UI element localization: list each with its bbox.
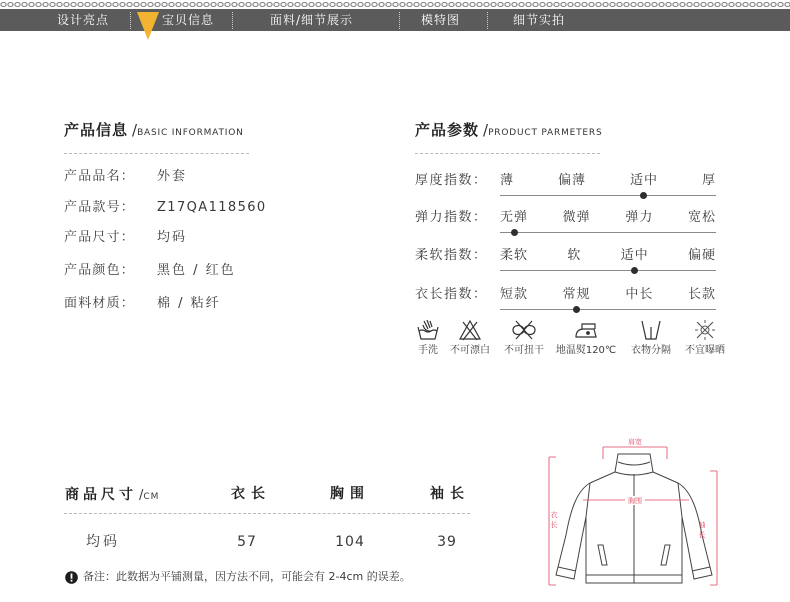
- param-option: 软: [567, 248, 582, 263]
- care-label: 不宜曝晒: [685, 345, 725, 356]
- info-label-style-number: 产品款号：: [64, 200, 136, 215]
- info-label-name: 产品品名：: [64, 169, 136, 184]
- tab-product-info[interactable]: 宝贝信息: [162, 13, 215, 27]
- care-item-no-wring: [494, 318, 554, 357]
- param-option: 微弹: [562, 210, 591, 225]
- no-sun-icon: [693, 318, 717, 342]
- param-options: [500, 173, 716, 189]
- length-cell: 57: [237, 534, 257, 550]
- param-option: 薄: [500, 173, 515, 188]
- tab-separator: [399, 12, 400, 29]
- size-table-heading: [65, 485, 159, 506]
- nav-bar: [0, 9, 790, 31]
- param-scale-line: [500, 309, 716, 310]
- tab-model-photos[interactable]: 模特图: [421, 13, 461, 27]
- heading-separator: /: [483, 121, 489, 139]
- tab-separator: [232, 12, 233, 29]
- warning-icon: [65, 571, 78, 584]
- info-value-style-number: Z17QA118560: [157, 200, 267, 215]
- shoulder-width-label: 肩宽: [628, 438, 642, 446]
- param-option: 短款: [500, 287, 529, 302]
- size-table-unit: CM: [143, 492, 160, 502]
- param-option: 厚: [701, 173, 716, 188]
- length-label: 衣长: [550, 511, 558, 531]
- param-option: 适中: [620, 248, 649, 263]
- care-label: 手洗: [418, 345, 438, 356]
- sleeve-cell: 39: [437, 534, 457, 550]
- care-item-no-bleach: [440, 318, 500, 357]
- param-level-marker: [640, 192, 647, 199]
- sleeve-length-label: 袖长: [698, 521, 706, 541]
- param-scale-line: [500, 195, 716, 196]
- jacket-measurement-diagram: [546, 433, 722, 599]
- basic-info-divider: [64, 153, 249, 154]
- info-label-material: 面料材质：: [64, 296, 136, 311]
- care-label: 不可漂白: [450, 345, 490, 356]
- param-option: 适中: [629, 173, 658, 188]
- size-cell: 均码: [86, 534, 120, 550]
- chest-cell: 104: [335, 534, 365, 550]
- column-header-chest: 胸围: [330, 486, 370, 502]
- param-row-elasticity: [415, 210, 725, 238]
- param-row-softness: [415, 248, 725, 276]
- basic-info-subtitle: BASIC INFORMATION: [137, 128, 244, 138]
- hand-wash-icon: [416, 318, 440, 342]
- tab-detail-shots[interactable]: 细节实拍: [513, 13, 566, 27]
- param-label: 厚度指数：: [415, 173, 488, 188]
- param-options: [500, 287, 716, 303]
- params-subtitle: PRODUCT PARMETERS: [488, 128, 603, 138]
- param-options: [500, 248, 716, 264]
- info-value-size: 均码: [157, 230, 188, 245]
- info-value-material: 棉 / 粘纤: [157, 296, 221, 311]
- care-label: 不可扭干: [504, 345, 544, 356]
- low-iron-icon: [573, 318, 599, 342]
- wash-separately-icon: [639, 318, 663, 342]
- care-label: 衣物分隔: [631, 345, 671, 356]
- care-item-no-sun: [675, 318, 735, 357]
- param-scale-line: [500, 270, 716, 271]
- chest-label: 胸围: [628, 497, 642, 505]
- param-label: 衣长指数：: [415, 287, 488, 302]
- tab-fabric-details[interactable]: 面料/细节展示: [270, 13, 354, 27]
- param-option: 中长: [625, 287, 654, 302]
- basic-info-heading: [64, 121, 244, 142]
- heading-separator: /: [139, 488, 144, 503]
- param-scale-line: [500, 232, 716, 233]
- params-heading: [415, 121, 602, 142]
- param-option: 宽松: [687, 210, 716, 225]
- top-chain-decoration: [0, 0, 790, 9]
- size-table-divider: [64, 513, 470, 514]
- column-header-sleeve: 袖长: [430, 486, 470, 502]
- basic-info-title: 产品信息: [64, 121, 129, 139]
- info-value-color: 黑色 / 红色: [157, 263, 236, 278]
- params-divider: [415, 153, 600, 154]
- size-table-title: 商品尺寸: [65, 487, 137, 503]
- no-bleach-icon: [458, 318, 482, 342]
- jacket-outline: [556, 454, 712, 583]
- param-row-thickness: [415, 173, 725, 201]
- tab-design-highlights[interactable]: 设计亮点: [57, 13, 110, 27]
- params-title: 产品参数: [415, 121, 480, 139]
- param-option: 无弹: [500, 210, 529, 225]
- info-label-size: 产品尺寸：: [64, 230, 136, 245]
- param-row-length: [415, 287, 725, 315]
- param-level-marker: [573, 306, 580, 313]
- param-option: 常规: [562, 287, 591, 302]
- param-option: 弹力: [625, 210, 654, 225]
- param-level-marker: [631, 267, 638, 274]
- care-label: 地温熨120℃: [555, 345, 617, 356]
- column-header-length: 衣长: [231, 486, 271, 502]
- param-option: 柔软: [500, 248, 529, 263]
- no-wring-icon: [511, 318, 537, 342]
- param-level-marker: [511, 229, 518, 236]
- info-value-name: 外套: [157, 169, 188, 184]
- care-item-wash-separately: [621, 318, 681, 357]
- measurement-note: 备注：此数据为平铺测量，因方法不同，可能会有 2-4cm 的误差。: [83, 570, 411, 583]
- info-label-color: 产品颜色：: [64, 263, 136, 278]
- active-tab-indicator: [137, 12, 159, 40]
- param-option: 偏薄: [557, 173, 586, 188]
- param-option: 偏硬: [687, 248, 716, 263]
- care-item-low-iron: [555, 318, 617, 357]
- heading-separator: /: [132, 121, 138, 139]
- param-label: 柔软指数：: [415, 248, 488, 263]
- param-label: 弹力指数：: [415, 210, 488, 225]
- param-option: 长款: [687, 287, 716, 302]
- tab-separator: [130, 12, 131, 29]
- param-options: [500, 210, 716, 226]
- tab-separator: [487, 12, 488, 29]
